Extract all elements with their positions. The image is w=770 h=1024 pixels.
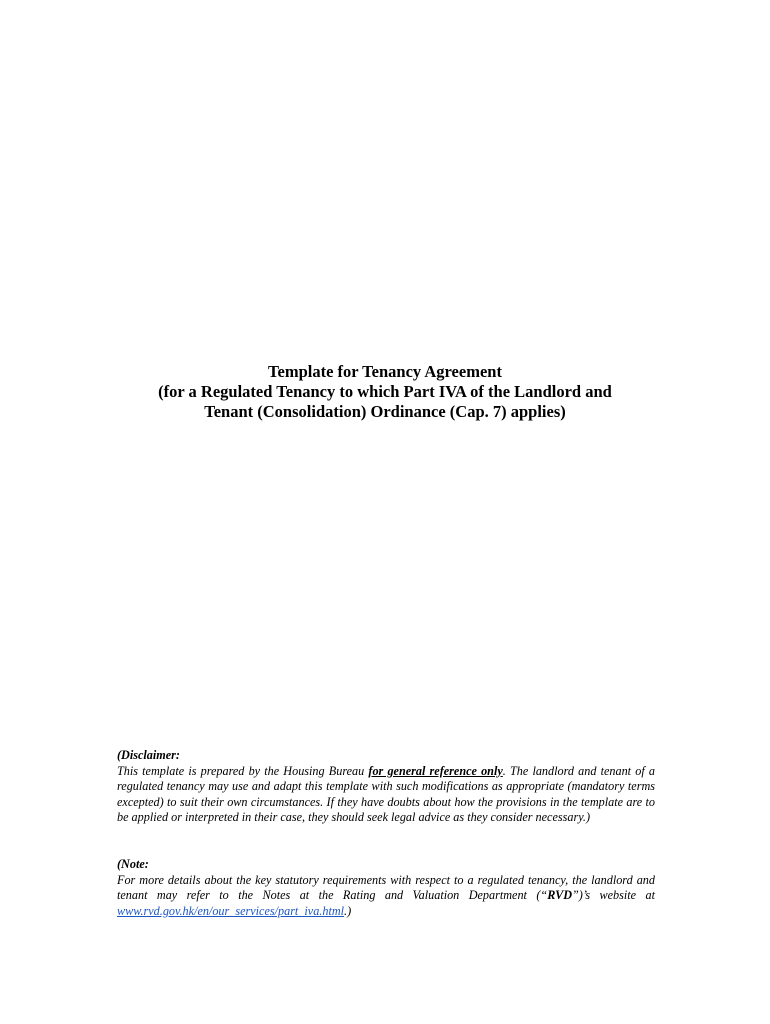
rvd-website-link[interactable]: www.rvd.gov.hk/en/our_services/part_iva.html — [117, 903, 345, 918]
title-line-1: Template for Tenancy Agreement — [268, 362, 502, 381]
document-title — [0, 362, 770, 422]
note-text-start: For more details about the key statutory requirements with respect to a regulated tenancy, the landlord and tenant may refer to the Notes at the Rating and Valuation Department (“ — [117, 872, 655, 903]
disclaimer-text-start: This template is prepared by the Housing Bureau — [117, 763, 369, 778]
note-block — [117, 857, 655, 919]
disclaimer-text-end: . The landlord and tenant of a regulated tenancy may use and adapt this template with such modifications as appropriate (mandatory terms excepted) to suit their own circumstances. If they have doubts about how the provisions in the template are to be applied or interpreted in their case, they should seek legal advice as they consider necessary.) — [117, 763, 655, 825]
general-reference-emphasis: for general reference only — [368, 763, 503, 778]
disclaimer-heading: (Disclaimer: — [117, 748, 180, 762]
disclaimer-block — [117, 748, 655, 826]
note-heading: (Note: — [117, 857, 149, 871]
title-line-3: Tenant (Consolidation) Ordinance (Cap. 7) applies) — [204, 402, 566, 421]
note-text-end: .) — [344, 903, 352, 918]
title-line-2: (for a Regulated Tenancy to which Part IVA of the Landlord and — [158, 382, 612, 401]
rvd-abbreviation: RVD — [547, 888, 573, 903]
note-text-middle: ”)’s website at — [572, 888, 655, 903]
